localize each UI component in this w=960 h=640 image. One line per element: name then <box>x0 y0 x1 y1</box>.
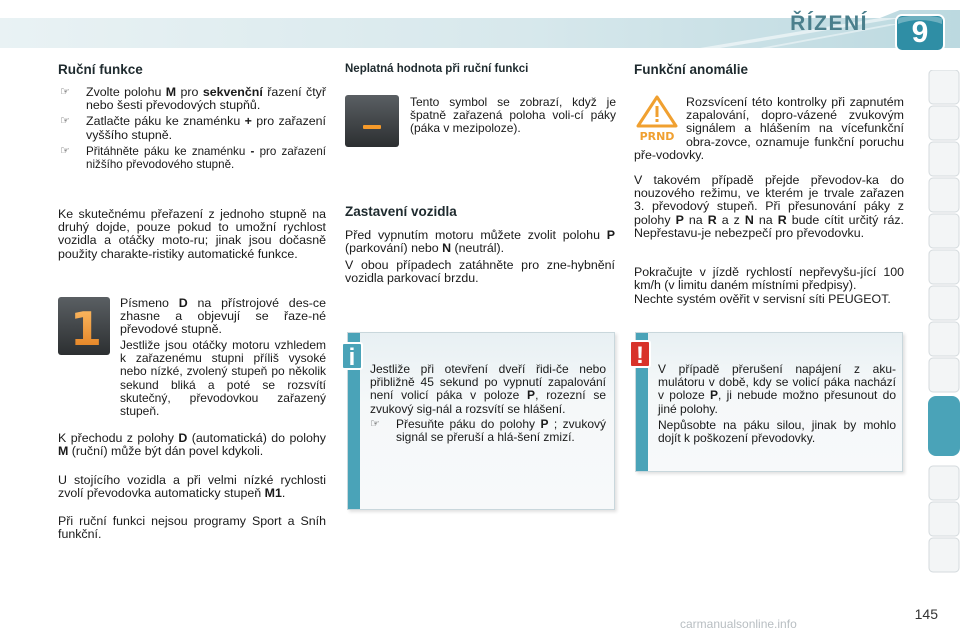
paragraph-warning-light: Rozsvícení této kontrolky při zapnutém zapalování, dopro-vázené zvukovým signálem a hlášením na vícefunkční obra-zovce, oznamuje funkční poruchu pře-vodovky. <box>634 95 904 162</box>
page-title: ŘÍZENÍ <box>790 12 868 35</box>
page-number: 145 <box>914 606 938 622</box>
paragraph-standstill: U stojícího vozidla a při velmi nízké rychlosti zvolí převodovka automaticky stupeň M1. <box>58 473 326 501</box>
warning-icon: ! <box>629 340 651 368</box>
warning-text-2: Nepůsobte na páku silou, jinak by mohlo dojít k poškození převodovky. <box>658 417 896 446</box>
paragraph-sport-snow: Při ruční funkci nejsou programy Sport a Sníh funkční. <box>58 514 326 542</box>
paragraph-emergency-mode: V takovém případě přejde převodov-ka do nouzového režimu, ve kterém je trvale zařazen 3. převodový stupeň. Při přesunování páky z polohy P na R a z N na R bude cítit určitý ráz. Nepřestavu-je nebezpečí pro převodovku. <box>634 173 904 240</box>
pointing-hand-icon: ☞ <box>370 417 380 430</box>
paragraph-engine-speed: Jestliže jsou otáčky motoru vzhledem k zařazenému stupni příliš vysoké nebo nízké, zvolený stupeň po několik sekund bliká a poté se rozsvítí skutečný, převodovkou zařazený stupeň. <box>120 338 326 419</box>
pointing-hand-icon: ☞ <box>60 144 70 157</box>
heading-malfunction: Funkční anomálie <box>634 62 749 77</box>
info-icon: i <box>341 342 363 370</box>
svg-text:1: 1 <box>69 302 103 355</box>
warning-text: V případě přerušení napájení z aku-mulátoru v době, kdy se volicí páka nachází v poloze P, ji nebude možno přesunout do jiné polohy. <box>658 362 896 416</box>
pointing-hand-icon: ☞ <box>60 115 70 128</box>
list-item: ☞ Zatlačte páku ke znaménku + pro zařazení vyššího stupně. <box>60 114 326 142</box>
manual-bullets <box>60 86 326 174</box>
paragraph-before-stop: Před vypnutím motoru můžete zvolit polohu P (parkování) nebo N (neutrál). <box>345 228 615 256</box>
paragraph-speed-limit: Pokračujte v jízdě rychlostí nepřevyšu-jící 100 km/h (v limitu daném místními předpisy). <box>634 265 904 293</box>
pointing-hand-icon: ☞ <box>60 86 70 98</box>
heading-manual-mode: Ruční funkce <box>58 62 143 77</box>
watermark: carmanualsonline.info <box>680 617 797 631</box>
heading-stopping: Zastavení vozidla <box>345 204 457 219</box>
chapter-tabs <box>928 70 960 575</box>
paragraph-shift-conditions: Ke skutečnému přeřazení z jednoho stupně na druhý dojde, pouze pokud to umožní rychlost vozidla a otáčky moto-ru; jinak jsou dočasně použity charakte-ristiky automatické funkce. <box>58 207 326 261</box>
chapter-number: 9 <box>911 16 929 49</box>
paragraph-switch-d-m: K přechodu z polohy D (automatická) do polohy M (ruční) může být dán povel kdykoli. <box>58 431 326 459</box>
paragraph-invalid-symbol: Tento symbol se zobrazí, když je špatně zařazená poloha voli-cí páky (páka v mezipoloze). <box>410 95 616 136</box>
heading-invalid-value: Neplatná hodnota při ruční funkci <box>345 63 529 75</box>
paragraph-parking-brake: V obou případech zatáhněte pro zne-hybnění vozidla parkovací brzdu. <box>345 258 615 286</box>
list-item: ☞ Zvolte polohu M pro sekvenční řazení čtyř nebo šesti převodových stupňů. <box>60 85 326 113</box>
list-item: ☞ Přitáhněte páku ke znaménku - pro zařazení nižšího převodového stupně. <box>60 144 326 172</box>
paragraph-service: Nechte systém ověřit v servisní síti PEUGEOT. <box>634 292 891 306</box>
paragraph-letter-d: Písmeno D na přístrojové des-ce zhasne a objevují se řaze-né převodové stupně. <box>120 296 326 337</box>
invalid-gear-icon <box>345 95 399 147</box>
list-item: ☞ Přesuňte páku do polohy P ; zvukový signál se přeruší a hlá-šení zmizí. <box>370 416 606 445</box>
svg-text:PRND: PRND <box>639 130 675 142</box>
info-text: Jestliže při otevření dveří řidi-če nebo přibližně 45 sekund po vypnutí zapalování není volicí páka v poloze P, rozezní se zvukový sig-nál a rozsvítí se hlášení. <box>370 362 607 416</box>
warning-box <box>635 332 903 472</box>
info-box <box>347 332 615 510</box>
